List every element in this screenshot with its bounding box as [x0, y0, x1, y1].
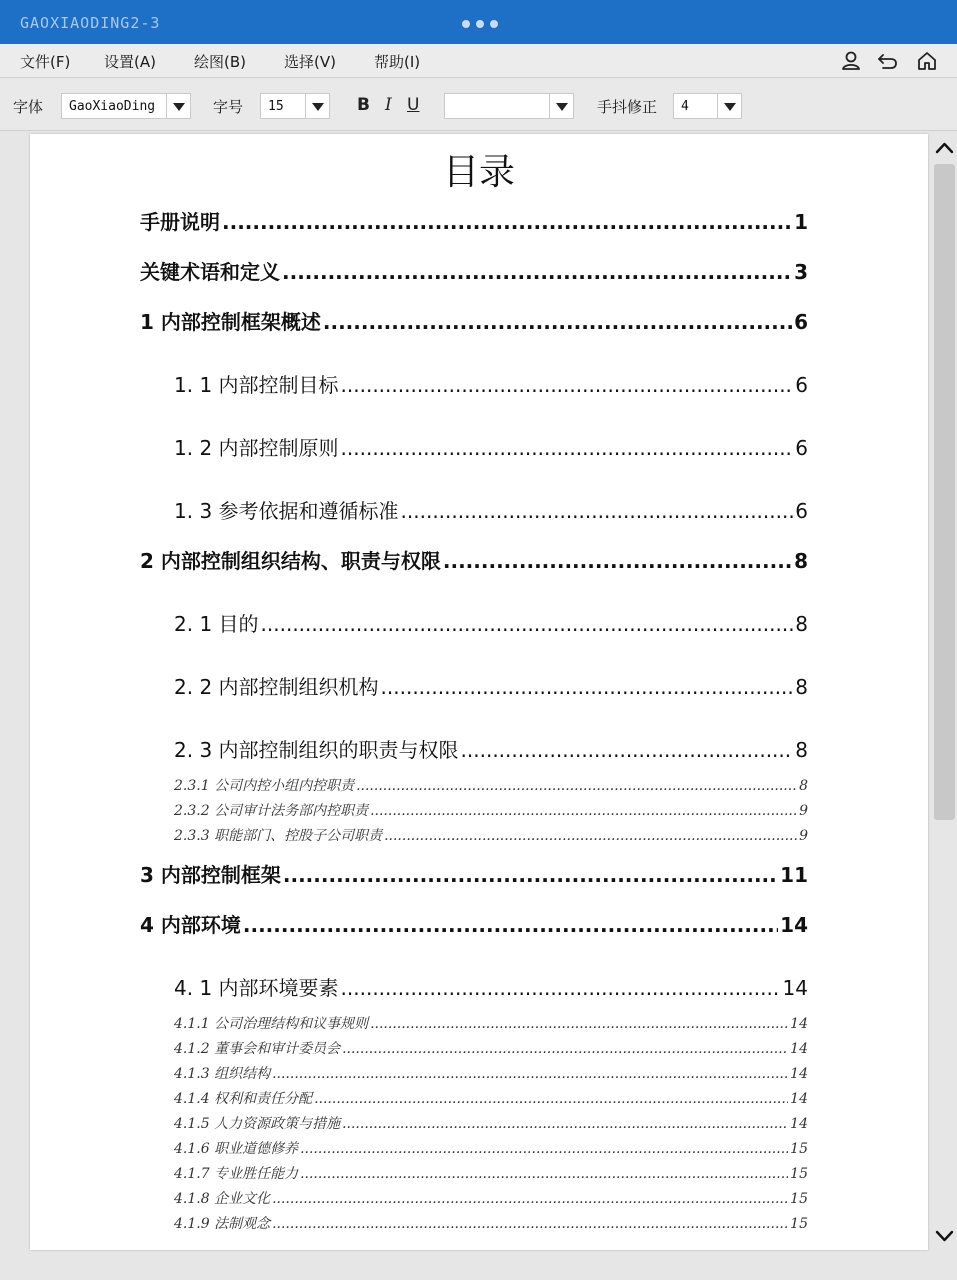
toc-leader [300, 1141, 788, 1157]
toc-leader [323, 310, 792, 334]
toc-page: 14 [782, 976, 808, 1000]
toc-entry[interactable] [174, 1213, 808, 1233]
toc-title: 手册说明 [140, 210, 220, 234]
toc-title: 3 内部控制框架 [140, 863, 281, 887]
font-select[interactable]: GaoXiaoDing [61, 93, 167, 119]
toc-page: 6 [795, 499, 808, 523]
toc-leader [341, 373, 794, 397]
toc-title: 2. 2 内部控制组织机构 [174, 675, 379, 699]
toc-page: 9 [799, 803, 808, 819]
toc-page: 9 [799, 828, 808, 844]
toc-entry[interactable] [140, 306, 808, 335]
toc-page: 8 [795, 738, 808, 762]
toc-title: 4.1.8 企业文化 [174, 1191, 271, 1207]
font-label: 字体 [13, 98, 44, 116]
document-page[interactable] [30, 134, 928, 1250]
smoothing-label: 手抖修正 [597, 98, 658, 116]
toc-page: 8 [799, 778, 808, 794]
toc-page: 3 [794, 260, 808, 284]
toc-leader [370, 1016, 788, 1032]
underline-button[interactable]: U [407, 95, 420, 115]
toc-leader [342, 1116, 788, 1132]
toc-page: 15 [790, 1191, 808, 1207]
font-dropdown-arrow-icon[interactable] [167, 93, 191, 119]
toc-page: 8 [795, 612, 808, 636]
toc-leader [222, 210, 792, 234]
size-label: 字号 [213, 98, 244, 116]
toc-title: 2. 3 内部控制组织的职责与权限 [174, 738, 459, 762]
italic-button[interactable]: I [385, 95, 392, 115]
menu-draw[interactable]: 绘图(B) [194, 53, 246, 71]
toc-entry[interactable] [140, 256, 808, 285]
toc-entry[interactable] [174, 1188, 808, 1208]
app-title: GAOXIAODING2-3 [20, 14, 161, 32]
chevron-up-icon[interactable] [932, 136, 957, 160]
size-select[interactable]: 15 [260, 93, 306, 119]
toc-leader [356, 778, 797, 794]
toc-entry[interactable] [174, 369, 808, 398]
toc-page: 6 [795, 436, 808, 460]
toc-title: 4. 1 内部环境要素 [174, 976, 339, 1000]
toc-page: 15 [790, 1166, 808, 1182]
toc-leader [341, 436, 794, 460]
toc-entry[interactable] [174, 608, 808, 637]
toc-entry[interactable] [174, 1113, 808, 1133]
undo-icon[interactable] [877, 50, 899, 72]
chevron-down-icon[interactable] [932, 1224, 957, 1248]
toc-title: 2 内部控制组织结构、职责与权限 [140, 549, 441, 573]
toc-entry[interactable] [174, 1063, 808, 1083]
smoothing-select[interactable]: 4 [673, 93, 718, 119]
toc-title: 1. 1 内部控制目标 [174, 373, 339, 397]
menu-settings[interactable]: 设置(A) [104, 53, 156, 71]
toc-entry[interactable] [174, 734, 808, 763]
toc-title: 2.3.2 公司审计法务部内控职责 [174, 803, 369, 819]
toc-page: 14 [790, 1041, 808, 1057]
format-toolbar [0, 79, 957, 131]
toc-leader [272, 1066, 788, 1082]
document-title: 目录 [442, 152, 515, 193]
color-dropdown-arrow-icon[interactable] [550, 93, 574, 119]
toc-page: 11 [780, 863, 808, 887]
toc-leader [370, 803, 797, 819]
toc-page: 14 [790, 1091, 808, 1107]
title-bar [0, 0, 957, 44]
toc-title: 1 内部控制框架概述 [140, 310, 321, 334]
toc-entry[interactable] [140, 206, 808, 235]
toc-entry[interactable] [174, 1138, 808, 1158]
toc-page: 14 [780, 913, 808, 937]
toc-entry[interactable] [174, 1163, 808, 1183]
toc-leader [272, 1216, 788, 1232]
menu-bar [0, 44, 957, 78]
toc-entry[interactable] [140, 909, 808, 938]
toc-leader [401, 499, 794, 523]
toc-leader [282, 260, 792, 284]
menu-select[interactable]: 选择(V) [284, 53, 336, 71]
toc-entry[interactable] [174, 775, 808, 795]
scroll-thumb[interactable] [934, 164, 955, 820]
toc-title: 关键术语和定义 [140, 260, 280, 284]
toc-leader [314, 1091, 788, 1107]
toc-title: 4.1.7 专业胜任能力 [174, 1166, 299, 1182]
toc-leader [342, 1041, 788, 1057]
toc-entry[interactable] [140, 545, 808, 574]
user-icon[interactable] [840, 50, 862, 72]
toc-leader [381, 675, 794, 699]
toc-title: 2.3.1 公司内控小组内控职责 [174, 778, 355, 794]
toc-entry[interactable] [174, 825, 808, 845]
toc-entry[interactable] [174, 972, 808, 1001]
toc-title: 4.1.1 公司治理结构和议事规则 [174, 1016, 369, 1032]
toc-page: 6 [794, 310, 808, 334]
toc-leader [261, 612, 794, 636]
toc-page: 15 [790, 1216, 808, 1232]
toc-leader [341, 976, 781, 1000]
toc-leader [243, 913, 778, 937]
toc-leader [300, 1166, 788, 1182]
toc-entry[interactable] [174, 1038, 808, 1058]
toc-page: 14 [790, 1016, 808, 1032]
toc-title: 4.1.4 权利和责任分配 [174, 1091, 313, 1107]
toc-entry[interactable] [174, 800, 808, 820]
toc-title: 1. 2 内部控制原则 [174, 436, 339, 460]
toc-title: 2. 1 目的 [174, 612, 259, 636]
toc-entry[interactable] [140, 859, 808, 888]
home-icon[interactable] [916, 50, 938, 72]
toc-leader [283, 863, 778, 887]
toc-entry[interactable] [174, 432, 808, 461]
toc-page: 14 [790, 1116, 808, 1132]
toc-page: 1 [794, 210, 808, 234]
size-dropdown-arrow-icon[interactable] [306, 93, 330, 119]
toc-entry[interactable] [174, 495, 808, 524]
toc-page: 8 [795, 675, 808, 699]
toc-page: 15 [790, 1141, 808, 1157]
menu-file[interactable]: 文件(F) [20, 53, 71, 71]
more-dots-icon[interactable] [462, 20, 498, 28]
toc-page: 14 [790, 1066, 808, 1082]
color-select[interactable] [444, 93, 550, 119]
bold-button[interactable]: B [357, 95, 370, 115]
toc-title: 4.1.9 法制观念 [174, 1216, 271, 1232]
toc-title: 1. 3 参考依据和遵循标准 [174, 499, 399, 523]
toc-leader [443, 549, 792, 573]
toc-leader [384, 828, 797, 844]
toc-title: 4.1.6 职业道德修养 [174, 1141, 299, 1157]
toc-title: 4.1.5 人力资源政策与措施 [174, 1116, 341, 1132]
vertical-scrollbar[interactable] [932, 134, 957, 1250]
toc-title: 4.1.3 组织结构 [174, 1066, 271, 1082]
toc-title: 2.3.3 职能部门、控股子公司职责 [174, 828, 383, 844]
toc-title: 4.1.2 董事会和审计委员会 [174, 1041, 341, 1057]
toc-title: 4 内部环境 [140, 913, 241, 937]
toc-leader [461, 738, 794, 762]
toc-leader [272, 1191, 788, 1207]
toc-page: 6 [795, 373, 808, 397]
menu-help[interactable]: 帮助(I) [374, 53, 421, 71]
smoothing-dropdown-arrow-icon[interactable] [718, 93, 742, 119]
toc-entry[interactable] [174, 1013, 808, 1033]
toc-entry[interactable] [174, 671, 808, 700]
toc-entry[interactable] [174, 1088, 808, 1108]
toc-page: 8 [794, 549, 808, 573]
